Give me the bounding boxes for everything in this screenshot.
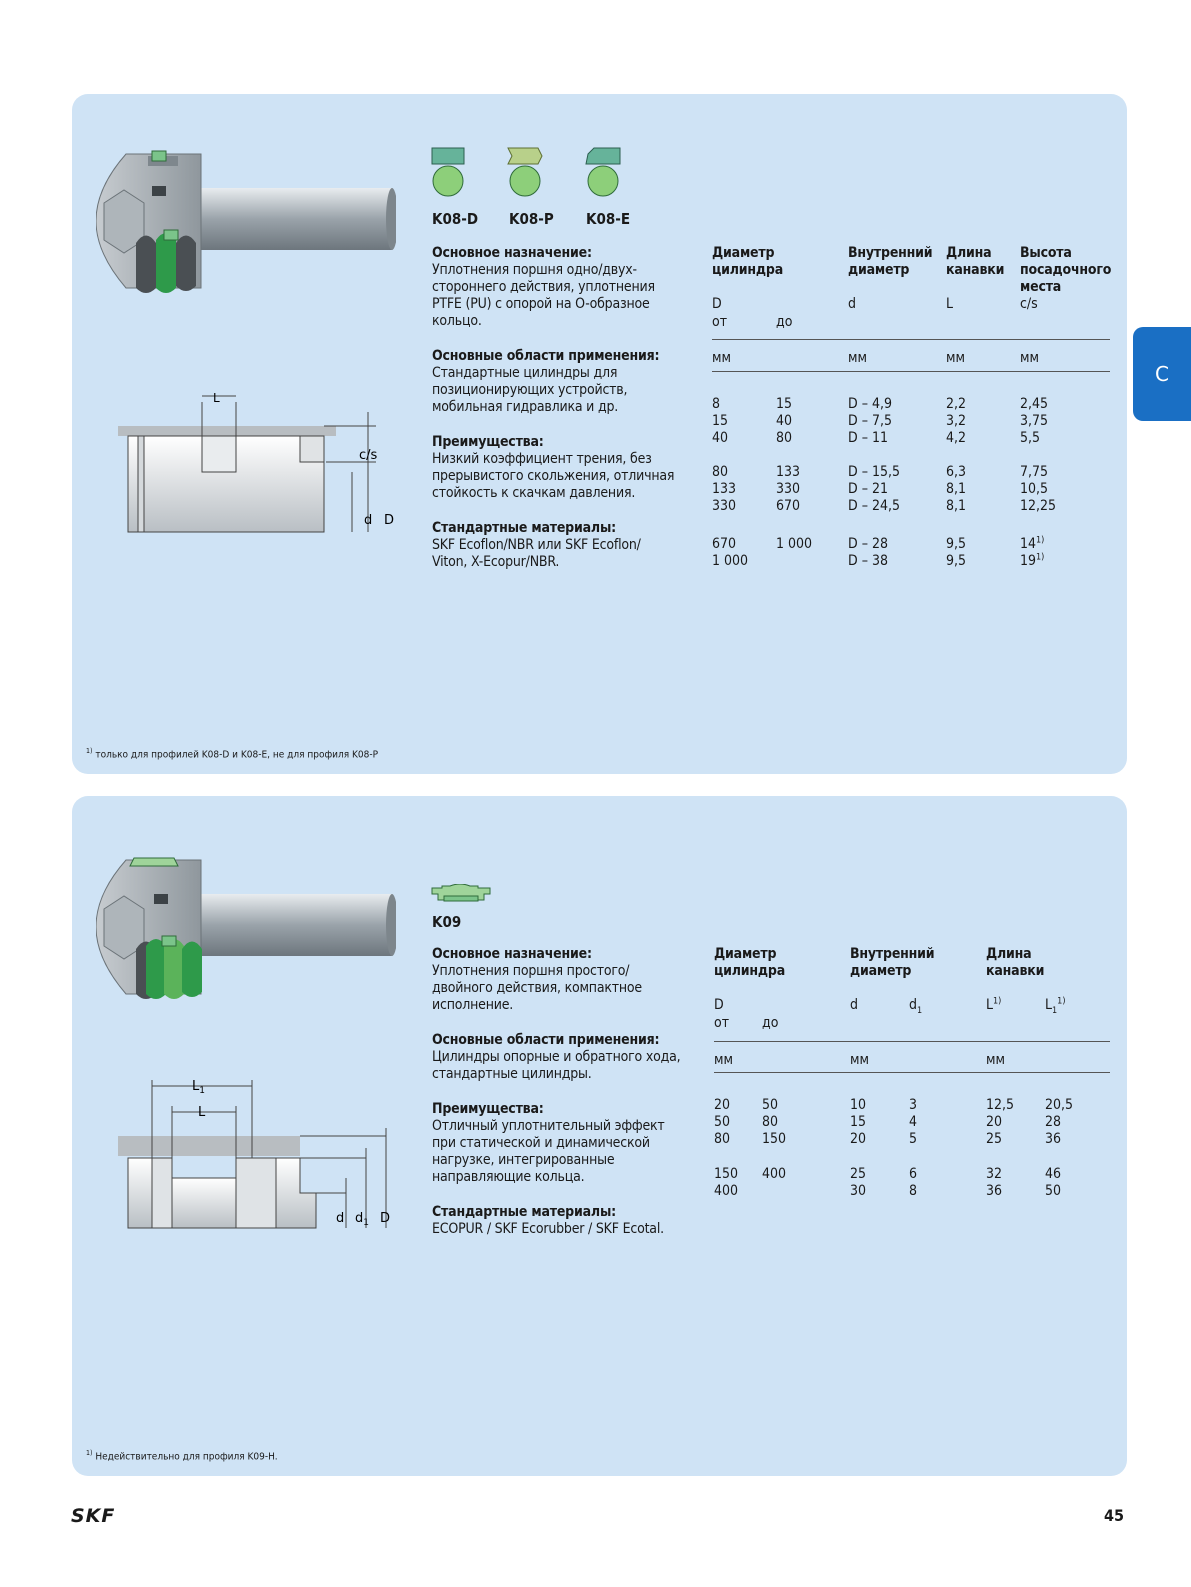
k08-diagram-label-L: L (213, 391, 220, 405)
k09-profile-icon (430, 884, 494, 908)
k08-rule-top (712, 339, 1110, 340)
skf-logo: SKF (71, 1505, 116, 1527)
k09-groove-diagram (116, 1078, 406, 1238)
k08-diagram-label-D: D (384, 513, 395, 528)
k08-header-inner: Внутренний диаметр (848, 245, 933, 278)
k08-header-cylinder: Диаметр цилиндра (712, 245, 784, 278)
k09-diagram-label-d1: $d_1$ (355, 1211, 369, 1228)
k09-materials-title: Стандартные материалы: (432, 1204, 616, 1220)
k09-sym-L: $L^{1)}$ (986, 996, 1002, 1013)
k08-profile-e: K08-E (586, 210, 631, 228)
k09-unit-D: мм (714, 1052, 734, 1068)
k08-materials-line: SKF Ecoflon/NBR или SKF Ecoflon/ (432, 537, 641, 553)
k08-piston-illustration (96, 148, 396, 298)
page-number: 45 (1104, 1506, 1125, 1525)
k09-purpose-line: двойного действия, компактное (432, 980, 642, 996)
k09-header-length: Длина канавки (986, 946, 1045, 979)
k08-sym-from: от (712, 314, 728, 330)
k08-materials-line: Viton, X-Ecopur/NBR. (432, 554, 560, 570)
k08-header-length: Длина канавки (946, 245, 1005, 278)
k09-diagram-label-d: d (336, 1211, 345, 1226)
k08-rule-units (712, 371, 1110, 372)
k08-sym-L: L (946, 296, 954, 312)
k09-areas-line: Цилиндры опорные и обратного хода, (432, 1049, 681, 1065)
k09-purpose-line: исполнение. (432, 997, 514, 1013)
k08-profile-icons (430, 146, 630, 198)
k09-sym-from: от (714, 1015, 730, 1031)
k09-advantages-title: Преимущества: (432, 1101, 544, 1117)
k08-profile-d: K08-D (432, 210, 479, 228)
k09-sym-d1: $d_1$ (909, 997, 923, 1016)
k08-sym-d: d (848, 296, 856, 312)
k08-sym-D: D (712, 296, 722, 312)
k08-header-height: Высота посадочного места (1020, 245, 1112, 295)
k09-sym-L1: $L_1^{1)}$ (1045, 996, 1066, 1016)
k09-footnote: $^{1)}$ Недействительно для профиля K09-H. (86, 1449, 278, 1463)
k08-areas-line: Стандартные цилиндры для (432, 365, 618, 381)
k08-unit-L: мм (946, 350, 966, 366)
k08-diagram-label-cs: c/s (359, 448, 378, 463)
k08-sym-cs: c/s (1020, 296, 1038, 312)
k08-purpose-line: стороннего действия, уплотнения (432, 279, 655, 295)
k09-sym-d: d (850, 997, 858, 1013)
k09-advantages-line: направляющие кольца. (432, 1169, 585, 1185)
k09-advantages-line: Отличный уплотнительный эффект (432, 1118, 665, 1134)
k08-purpose-line: кольцо. (432, 313, 482, 329)
k09-header-cylinder: Диаметр цилиндра (714, 946, 786, 979)
k09-unit-L: мм (986, 1052, 1006, 1068)
k08-advantages-line: прерывистого скольжения, отличная (432, 468, 675, 484)
k09-sym-D: D (714, 997, 724, 1013)
k09-purpose-title: Основное назначение: (432, 946, 592, 962)
k09-diagram-label-L1: $L_1$ (192, 1079, 205, 1096)
k08-groove-diagram (116, 384, 406, 544)
k08-areas-line: позиционирующих устройств, (432, 382, 628, 398)
k08-description (432, 245, 702, 571)
k09-materials-line: ECOPUR / SKF Ecorubber / SKF Ecotal. (432, 1221, 664, 1237)
k08-purpose-line: Уплотнения поршня одно/двух- (432, 262, 637, 278)
k08-unit-d: мм (848, 350, 868, 366)
k09-diagram-label-L: L (198, 1105, 206, 1120)
k09-piston-illustration (96, 854, 396, 1004)
k08-footnote: $^{1)}$ только для профилей K08-D и K08-E, не для профиля K08-P (86, 747, 379, 761)
k09-advantages-line: нагрузке, интегрированные (432, 1152, 615, 1168)
k08-sym-to: до (776, 314, 793, 330)
k09-diagram-label-D: D (380, 1211, 391, 1226)
section-tab-c[interactable]: C (1133, 327, 1191, 421)
k09-areas-title: Основные области применения: (432, 1032, 660, 1048)
k09-profile: K09 (432, 913, 462, 931)
k08-areas-title: Основные области применения: (432, 348, 660, 364)
k08-advantages-title: Преимущества: (432, 434, 544, 450)
k08-purpose-line: PTFE (PU) с опорой на O-образное (432, 296, 650, 312)
k09-panel: $L_1$ L d $d_1$ D K09 Основное назначение: Уплотнения поршня простого/ двойного действия, компактное исполнение. Основные области применения: Цилиндры опорные и обратного хода, стандартные цилиндры. Преимущества: Отличный уплотнительный эффект при статической и динамической нагрузке, интегрированные направляющие кольца. Стандартные материалы: ECOPUR / SKF Ecorubber / SKF Ecotal. Диаметр цилиндра Внутренний диаметр Длина канавки D от до d $d_1$ $L^{1)}$ $L_1^{1)}$ мм мм мм 20 50 10 3 12,5 20,5 50 80 15 4 20 28 80 150 20 5 25 36 150 400 25 6 32 46 400 30 8 36 50 $^{1)}$ Недействительно для профиля K09-H. (72, 796, 1127, 1476)
k08-unit-cs: мм (1020, 350, 1040, 366)
k09-purpose-line: Уплотнения поршня простого/ (432, 963, 630, 979)
k09-sym-to: до (762, 1015, 779, 1031)
k09-unit-d: мм (850, 1052, 870, 1068)
k08-purpose-title: Основное назначение: (432, 245, 592, 261)
k08-diagram-label-d: d (364, 513, 373, 528)
k09-header-inner: Внутренний диаметр (850, 946, 935, 979)
k08-materials-title: Стандартные материалы: (432, 520, 616, 536)
k09-rule-units (714, 1072, 1110, 1073)
k08-panel: L c/s d D K08-D K08-P K08-E Основное назначение: Уплотнения поршня одно/двух- стороннего действия, уплотнения PTFE (PU) с опорой на O-образное кольцо. Основные области применения: Стандартные цилиндры для позиционирующих устройств, мобильная гидравлика и др. Преимущества: Низкий коэффициент трения, без прерывистого скольжения, отличная стойкость к скачкам давления. Стандартные материалы: SKF Ecoflon/NBR или SKF Ecoflon/ Viton, X-Ecopur/NBR. Диаметр цилиндра Внутренний диаметр Длина канавки Высота посадочного места D от до d L c/s мм мм мм мм 8 15 D – 4,9 2,2 2,45 15 40 D – 7,5 3,2 3,75 40 80 D – 11 4,2 5,5 80 133 D – 15,5 6,3 7,75 133 330 D – 21 8,1 10,5 330 670 D – 24,5 8,1 12,25 670 1 000 D – 28 9,5 14$^{1)}$ 1 000 D – 38 9,5 19$^{1)}$ $^{1)}$ только для профилей K08-D и K08-E, не для профиля K08-P (72, 94, 1127, 774)
k09-description (432, 946, 702, 1238)
k08-advantages-line: Низкий коэффициент трения, без (432, 451, 652, 467)
k09-advantages-line: при статической и динамической (432, 1135, 650, 1151)
k08-advantages-line: стойкость к скачкам давления. (432, 485, 636, 501)
k08-unit-D: мм (712, 350, 732, 366)
k08-areas-line: мобильная гидравлика и др. (432, 399, 619, 415)
k09-rule-top (714, 1041, 1110, 1042)
k09-areas-line: стандартные цилиндры. (432, 1066, 592, 1082)
k08-profile-p: K08-P (509, 210, 554, 228)
